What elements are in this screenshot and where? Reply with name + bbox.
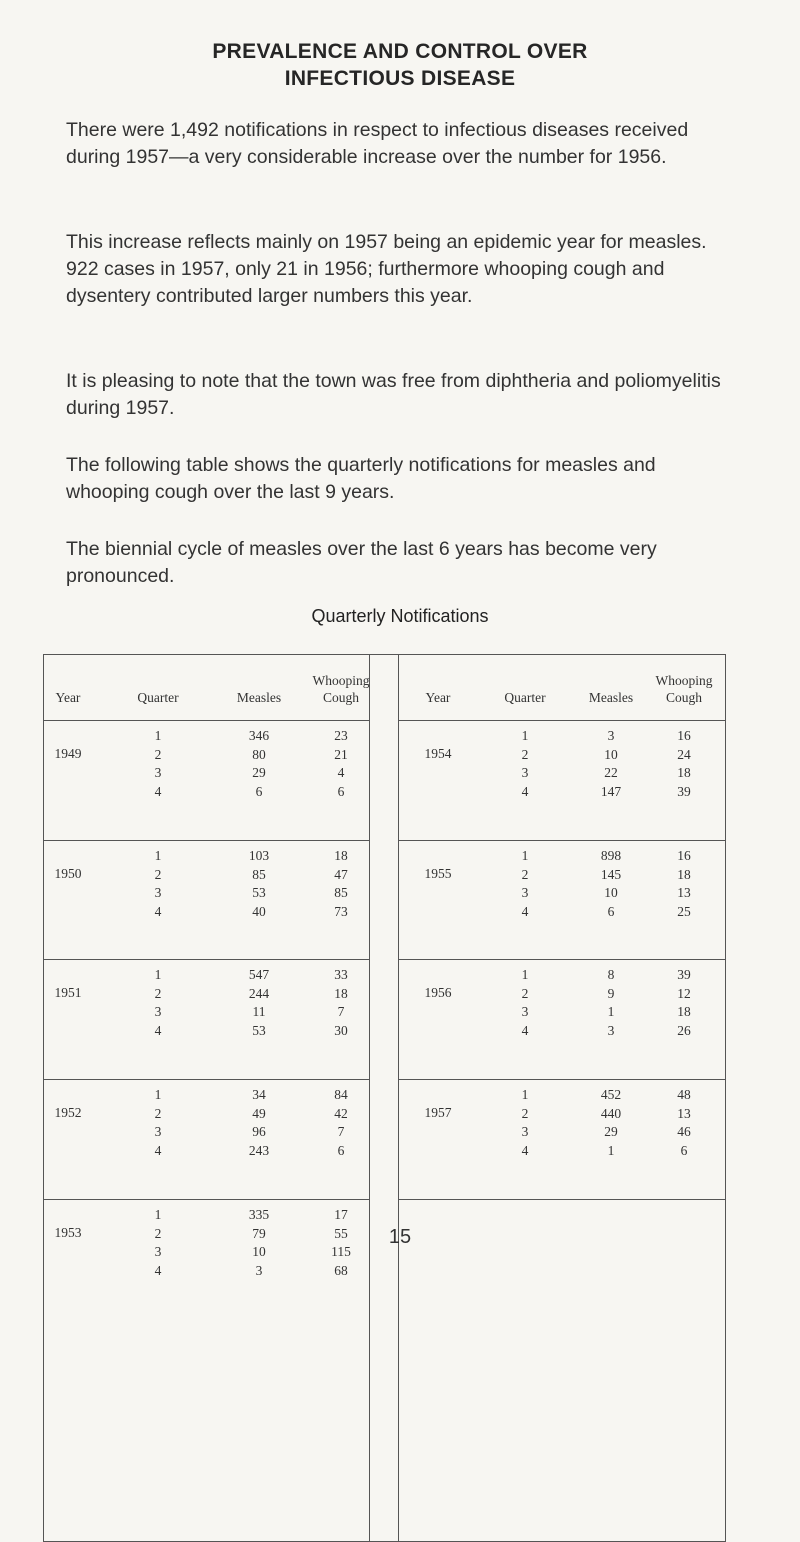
- right-header-whooping-line2: Cough: [665, 690, 702, 705]
- left-quarter-cell: 3: [154, 1004, 162, 1019]
- left-year-1951: 1951: [54, 985, 82, 1000]
- left-header-quarter: Quarter: [137, 690, 179, 705]
- left-measles-cell: 53: [252, 885, 266, 900]
- right-measles-cell: 1: [607, 1004, 615, 1019]
- left-whooping-cough-cell: 68: [334, 1262, 348, 1278]
- title-line-1: PREVALENCE AND CONTROL OVER: [212, 40, 588, 63]
- left-header-whooping-line1: Whooping: [312, 673, 370, 688]
- right-whooping-cough-cell: 26: [677, 1022, 691, 1038]
- left-quarter-cell: 4: [154, 783, 162, 799]
- right-whooping-cough-cell: 12: [677, 985, 691, 1001]
- right-header-measles: Measles: [588, 690, 634, 705]
- left-measles-cell: 85: [252, 866, 266, 882]
- left-quarter-cell: 1: [154, 728, 162, 743]
- table-border-left: [43, 654, 44, 1542]
- page-number: 15: [388, 1226, 412, 1248]
- right-group-rule-4: [398, 1199, 726, 1200]
- left-header-whooping-cough: [313, 672, 370, 706]
- right-measles-cell: 10: [604, 885, 618, 900]
- right-quarter-cell: 2: [521, 746, 529, 762]
- left-quarter-cell: 2: [154, 985, 162, 1001]
- left-measles-cell: 244: [248, 985, 270, 1001]
- table-divider-right: [398, 654, 399, 1542]
- right-quarter-cell: 2: [521, 985, 529, 1001]
- left-year-1949: 1949: [54, 746, 82, 761]
- left-quarter-cell: 2: [154, 746, 162, 762]
- left-group-rule-1: [43, 840, 370, 841]
- left-measles-cell: 6: [255, 783, 263, 799]
- left-quarter-cell: 3: [154, 885, 162, 900]
- paragraph-5: The biennial cycle of measles over the last 6 years has become very pronounced.: [66, 538, 657, 587]
- left-quarter-cell: 4: [154, 1022, 162, 1038]
- right-measles-cell: 898: [600, 848, 622, 863]
- right-whooping-cough-cell: 24: [677, 746, 691, 762]
- right-measles-cell: 1: [607, 1142, 615, 1158]
- left-whooping-cough-cell: 21: [334, 746, 348, 762]
- right-whooping-cough-cell: 39: [677, 967, 691, 982]
- left-measles-cell: 346: [248, 728, 270, 743]
- right-measles-cell: 10: [604, 746, 618, 762]
- right-year-1954: 1954: [424, 746, 452, 761]
- left-measles-cell: 49: [252, 1105, 266, 1121]
- left-whooping-cough-cell: 18: [334, 848, 348, 863]
- left-measles-cell: 3: [255, 1262, 263, 1278]
- left-measles-cell: 96: [252, 1124, 266, 1139]
- left-measles-cell: 547: [248, 967, 270, 982]
- right-quarter-cell: 3: [521, 1004, 529, 1019]
- left-year-1952: 1952: [54, 1105, 82, 1120]
- left-whooping-cough-cell: 17: [334, 1207, 348, 1222]
- right-measles-cell: 6: [607, 903, 615, 919]
- right-quarter-cell: 1: [521, 1087, 529, 1102]
- table-top-rule: [43, 654, 726, 655]
- page-title: [0, 38, 800, 92]
- left-quarter-cell: 4: [154, 1262, 162, 1278]
- right-measles-cell: 9: [607, 985, 615, 1001]
- paragraph-2: This increase reflects mainly on 1957 being an epidemic year for measles. 922 cases in 1957, only 21 in 1956; furthermore whooping cough and dysentery contributed larger numbers this year.: [66, 231, 707, 307]
- left-whooping-cough-cell: 55: [334, 1225, 348, 1241]
- paragraph-1: There were 1,492 notifications in respect to infectious diseases received during 1957—a very considerable increase over the number for 1956.: [66, 119, 689, 168]
- left-quarter-cell: 1: [154, 848, 162, 863]
- left-group-rule-3: [43, 1079, 370, 1080]
- right-measles-cell: 29: [604, 1124, 618, 1139]
- right-header-year: Year: [425, 690, 451, 705]
- left-measles-cell: 40: [252, 903, 266, 919]
- left-whooping-cough-cell: 33: [334, 967, 348, 982]
- right-group-rule-1: [398, 840, 726, 841]
- right-quarter-cell: 2: [521, 866, 529, 882]
- left-measles-cell: 80: [252, 746, 266, 762]
- right-header-whooping-line1: Whooping: [655, 673, 713, 688]
- left-quarter-cell: 3: [154, 765, 162, 780]
- left-quarter-cell: 3: [154, 1244, 162, 1259]
- right-measles-cell: 3: [607, 728, 615, 743]
- left-whooping-cough-cell: 47: [334, 866, 348, 882]
- left-header-year: Year: [55, 690, 81, 705]
- left-whooping-cough-cell: 6: [337, 783, 345, 799]
- right-whooping-cough-cell: 18: [677, 866, 691, 882]
- right-year-1957: 1957: [424, 1105, 452, 1120]
- right-whooping-cough-cell: 16: [677, 848, 691, 863]
- title-line-2: INFECTIOUS DISEASE: [284, 67, 516, 90]
- paragraph-3: It is pleasing to note that the town was free from diphtheria and poliomyelitis during 1957.: [66, 370, 721, 419]
- left-whooping-cough-cell: 18: [334, 985, 348, 1001]
- right-quarter-cell: 1: [521, 728, 529, 743]
- left-year-1950: 1950: [54, 866, 82, 881]
- right-whooping-cough-cell: 18: [677, 765, 691, 780]
- left-measles-cell: 29: [252, 765, 266, 780]
- right-year-1956: 1956: [424, 985, 452, 1000]
- left-quarter-cell: 1: [154, 1087, 162, 1102]
- right-header-whooping-cough: [656, 672, 713, 706]
- left-measles-cell: 243: [248, 1142, 270, 1158]
- right-whooping-cough-cell: 46: [677, 1124, 691, 1139]
- left-quarter-cell: 2: [154, 1105, 162, 1121]
- left-group-rule-0: [43, 720, 370, 721]
- right-group-rule-2: [398, 959, 726, 960]
- left-quarter-cell: 1: [154, 1207, 162, 1222]
- left-whooping-cough-cell: 84: [334, 1087, 348, 1102]
- right-whooping-cough-cell: 48: [677, 1087, 691, 1102]
- right-measles-cell: 22: [604, 765, 618, 780]
- left-whooping-cough-cell: 30: [334, 1022, 348, 1038]
- left-whooping-cough-cell: 115: [331, 1244, 351, 1259]
- left-group-rule-2: [43, 959, 370, 960]
- right-whooping-cough-cell: 13: [677, 1105, 691, 1121]
- right-year-1955: 1955: [424, 866, 452, 881]
- right-header-quarter: Quarter: [504, 690, 546, 705]
- left-year-1953: 1953: [54, 1225, 82, 1240]
- left-whooping-cough-cell: 42: [334, 1105, 348, 1121]
- left-measles-cell: 11: [252, 1004, 266, 1019]
- right-measles-cell: 147: [600, 783, 622, 799]
- left-measles-cell: 34: [252, 1087, 266, 1102]
- right-measles-cell: 145: [600, 866, 622, 882]
- right-quarter-cell: 1: [521, 967, 529, 982]
- right-group-rule-0: [398, 720, 726, 721]
- left-whooping-cough-cell: 23: [334, 728, 348, 743]
- quarterly-notifications-table: [43, 654, 726, 1542]
- table-caption: Quarterly Notifications: [311, 606, 489, 626]
- left-measles-cell: 335: [248, 1207, 270, 1222]
- right-quarter-cell: 3: [521, 1124, 529, 1139]
- right-measles-cell: 440: [600, 1105, 622, 1121]
- left-measles-cell: 79: [252, 1225, 266, 1241]
- right-whooping-cough-cell: 39: [677, 783, 691, 799]
- right-whooping-cough-cell: 18: [677, 1004, 691, 1019]
- paragraph-4: The following table shows the quarterly notifications for measles and whooping cough over the last 9 years.: [66, 454, 656, 503]
- left-measles-cell: 53: [252, 1022, 266, 1038]
- left-whooping-cough-cell: 6: [337, 1142, 345, 1158]
- left-measles-cell: 10: [252, 1244, 266, 1259]
- table-border-right: [725, 654, 726, 1542]
- left-whooping-cough-cell: 85: [334, 885, 348, 900]
- right-quarter-cell: 3: [521, 885, 529, 900]
- left-quarter-cell: 4: [154, 903, 162, 919]
- left-quarter-cell: 1: [154, 967, 162, 982]
- right-quarter-cell: 4: [521, 903, 529, 919]
- left-quarter-cell: 3: [154, 1124, 162, 1139]
- left-quarter-cell: 2: [154, 866, 162, 882]
- right-measles-cell: 8: [607, 967, 615, 982]
- left-group-rule-4: [43, 1199, 370, 1200]
- left-whooping-cough-cell: 7: [337, 1124, 345, 1139]
- right-whooping-cough-cell: 16: [677, 728, 691, 743]
- left-whooping-cough-cell: 7: [337, 1004, 345, 1019]
- right-quarter-cell: 4: [521, 1022, 529, 1038]
- right-whooping-cough-cell: 6: [680, 1142, 688, 1158]
- right-quarter-cell: 2: [521, 1105, 529, 1121]
- left-whooping-cough-cell: 4: [337, 765, 345, 780]
- left-measles-cell: 103: [248, 848, 270, 863]
- left-header-whooping-line2: Cough: [322, 690, 359, 705]
- left-header-measles: Measles: [236, 690, 282, 705]
- table-divider-left: [369, 654, 370, 1542]
- right-quarter-cell: 3: [521, 765, 529, 780]
- left-quarter-cell: 2: [154, 1225, 162, 1241]
- right-quarter-cell: 1: [521, 848, 529, 863]
- right-quarter-cell: 4: [521, 783, 529, 799]
- right-measles-cell: 452: [600, 1087, 622, 1102]
- right-quarter-cell: 4: [521, 1142, 529, 1158]
- left-whooping-cough-cell: 73: [334, 903, 348, 919]
- right-measles-cell: 3: [607, 1022, 615, 1038]
- right-group-rule-3: [398, 1079, 726, 1080]
- right-whooping-cough-cell: 25: [677, 903, 691, 919]
- right-whooping-cough-cell: 13: [677, 885, 691, 900]
- left-quarter-cell: 4: [154, 1142, 162, 1158]
